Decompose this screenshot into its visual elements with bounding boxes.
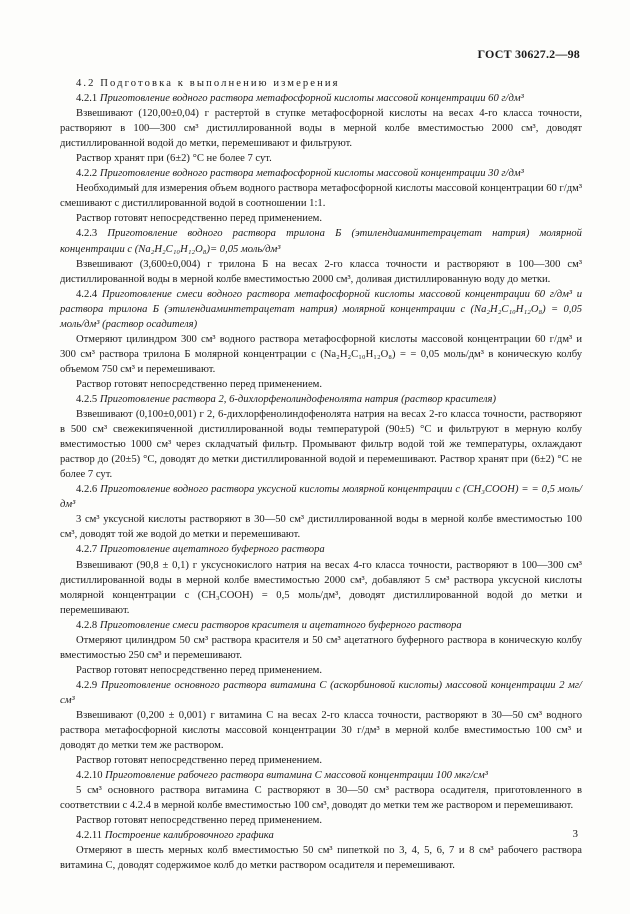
paragraph: Взвешивают (3,600±0,004) г трилона Б на весах 2-го класса точности и растворяют в 100—300 см³ дистиллированной воды в мерной колбе вместимостью 2000 см³, доливая дистиллированную воду до метки. bbox=[60, 258, 582, 285]
section-heading bbox=[60, 678, 582, 708]
heading-title: Приготовление водного раствора уксусной кислоты молярной концентрации с (CH₃COOH) = = 0,5 моль/дм³ bbox=[60, 484, 583, 511]
paragraph: Взвешивают (0,200 ± 0,001) г витамина С на весах 2-го класса точности, растворяют в 30—50 см³ водного раствора метафосфорной кислоты массовой концентрации 30 г/дм³ в мерной колбе вместимостью 100 см³ и доводят до метки тем же раствором. bbox=[60, 709, 582, 752]
section-title: 4.2 Подготовка к выполнению измерения bbox=[76, 78, 340, 89]
heading-title: Приготовление смеси растворов красителя и ацетатного буферного раствора bbox=[99, 619, 462, 631]
heading-title: Построение калибровочного графика bbox=[104, 830, 274, 842]
document-body bbox=[60, 76, 582, 873]
heading-number: 4.2.10 bbox=[76, 770, 103, 782]
heading-title: Приготовление водного раствора метафосфорной кислоты массовой концентрации 30 г/дм³ bbox=[99, 168, 524, 180]
paragraph: Раствор готовят непосредственно перед применением. bbox=[76, 213, 323, 225]
paragraph: Взвешивают (0,100±0,001) г 2, 6-дихлорфенолиндофенолята натрия на весах 2-го класса точности, растворяют в 500 см³ свежекипяченной дистиллированной воды температурой (90±5) °С и фильтруют в мерную колбу вместимостью 1000 см³ через складчатый фильтр. Промывают фильтр водой той же температуры, охлаждают раствор до (20±5) °С, доводят до метки дистиллированной водой и перемешивают. Раствор хранят при (6±2) °С не более 7 сут. bbox=[60, 409, 582, 481]
paragraph: Раствор готовят непосредственно перед применением. bbox=[76, 378, 323, 390]
heading-title: Приготовление раствора 2, 6-дихлорфенолиндофенолята натрия (раствор красителя) bbox=[99, 393, 496, 405]
paragraph: Раствор готовят непосредственно перед применением. bbox=[76, 664, 323, 676]
section-heading bbox=[60, 287, 582, 332]
paragraph: Раствор готовят непосредственно перед применением. bbox=[76, 755, 323, 767]
heading-number: 4.2.8 bbox=[76, 619, 98, 631]
section-heading bbox=[60, 226, 582, 256]
paragraph: Отмеряют цилиндром 300 см³ водного раствора метафосфорной кислоты массовой концентрации 60 г/дм³ и 300 см³ раствора трилона Б молярной концентрации с (Na₂H₂C₁₀H₁₂O₈) = = 0,05 моль/дм³ в коническую колбу объемом 750 см³ и перемешивают. bbox=[60, 333, 582, 375]
paragraph: Взвешивают (120,00±0,04) г растертой в ступке метафосфорной кислоты на весах 4-го класса точности, растворяют в 100—300 см³ дистиллированной воды в мерной колбе вместимостью 2000 см³, доводят дистиллированной водой до метки, перемешивают и фильтруют. bbox=[60, 108, 582, 150]
paragraph: Отмеряют в шесть мерных колб вместимостью 50 см³ пипеткой по 3, 4, 5, 6, 7 и 8 см³ рабочего раствора витамина С, доводят содержимое колб до метки раствором осадителя и перемешивают. bbox=[60, 845, 582, 872]
heading-number: 4.2.5 bbox=[76, 393, 98, 405]
heading-number: 4.2.7 bbox=[76, 544, 98, 556]
heading-title: Приготовление водного раствора трилона Б (этилендиаминтетрацетат натрия) молярной концентрации с (Na₂H₂C₁₀H₁₂O₈)= 0,05 моль/дм³ bbox=[60, 228, 582, 255]
paragraph: Отмеряют цилиндром 50 см³ раствора красителя и 50 см³ ацетатного буферного раствора в коническую колбу вместимостью 250 см³ и перемешивают. bbox=[60, 634, 582, 661]
section-heading bbox=[60, 91, 582, 106]
page-number: 3 bbox=[572, 828, 578, 840]
heading-title: Приготовление смеси водного раствора метафосфорной кислоты массовой концентрации 60 г/дм³ и раствора трилона Б (этилендиаминтетрацетат натрия) молярной концентрации с (Na₂H₂C₁₀H₁₂O₈) = 0,05 моль/дм³ (раствор осадителя) bbox=[60, 288, 582, 330]
heading-number: 4.2.1 bbox=[76, 93, 98, 105]
section-heading bbox=[60, 542, 582, 557]
section-heading bbox=[60, 768, 582, 783]
heading-number: 4.2.9 bbox=[76, 679, 98, 691]
heading-number: 4.2.6 bbox=[76, 484, 98, 496]
paragraph: 5 см³ основного раствора витамина С растворяют в 30—50 см³ раствора осадителя, приготовленного в соответствии с 4.2.4 в мерной колбе вместимостью 100 см³, доводят до метки тем же раствором и перемешивают. bbox=[60, 785, 582, 812]
section-heading bbox=[60, 828, 582, 843]
heading-title: Приготовление ацетатного буферного раствора bbox=[99, 544, 325, 556]
heading-title: Приготовление основного раствора витамина С (аскорбиновой кислоты) массовой концентрации 2 мг/см³ bbox=[60, 679, 582, 706]
paragraph: Раствор готовят непосредственно перед применением. bbox=[76, 815, 323, 827]
heading-title: Приготовление водного раствора метафосфорной кислоты массовой концентрации 60 г/дм³ bbox=[99, 93, 524, 105]
paragraph: Взвешивают (90,8 ± 0,1) г уксуснокислого натрия на весах 4-го класса точности, растворяют в 100—300 см³ дистиллированной воды в мерной колбе вместимостью 2000 см³, добавляют 5 см³ раствора уксусной кислоты молярной концентрации с (CH₃COOH) = 0,5 моль/дм³, доводят дистиллированной водой до метки и перемешивают. bbox=[60, 559, 582, 616]
heading-number: 4.2.3 bbox=[76, 228, 98, 240]
heading-number: 4.2.2 bbox=[76, 168, 98, 180]
section-heading bbox=[60, 392, 582, 407]
paragraph: Необходимый для измерения объем водного раствора метафосфорной кислоты массовой концентрации 60 г/дм³ смешивают с дистиллированной водой в соотношении 1:1. bbox=[60, 183, 582, 210]
heading-number: 4.2.4 bbox=[76, 288, 98, 300]
heading-number: 4.2.11 bbox=[76, 830, 103, 842]
paragraph: Раствор хранят при (6±2) °С не более 7 сут. bbox=[76, 153, 272, 165]
section-heading bbox=[60, 618, 582, 633]
heading-title: Приготовление рабочего раствора витамина С массовой концентрации 100 мкг/см³ bbox=[105, 770, 488, 782]
section-heading bbox=[60, 482, 582, 512]
document-code-header: ГОСТ 30627.2—98 bbox=[477, 47, 580, 61]
paragraph: 3 см³ уксусной кислоты растворяют в 30—50 см³ дистиллированной воды в мерной колбе вместимостью 100 см³, доводят той же водой до метки и перемешивают. bbox=[60, 514, 582, 541]
section-heading bbox=[60, 166, 582, 181]
